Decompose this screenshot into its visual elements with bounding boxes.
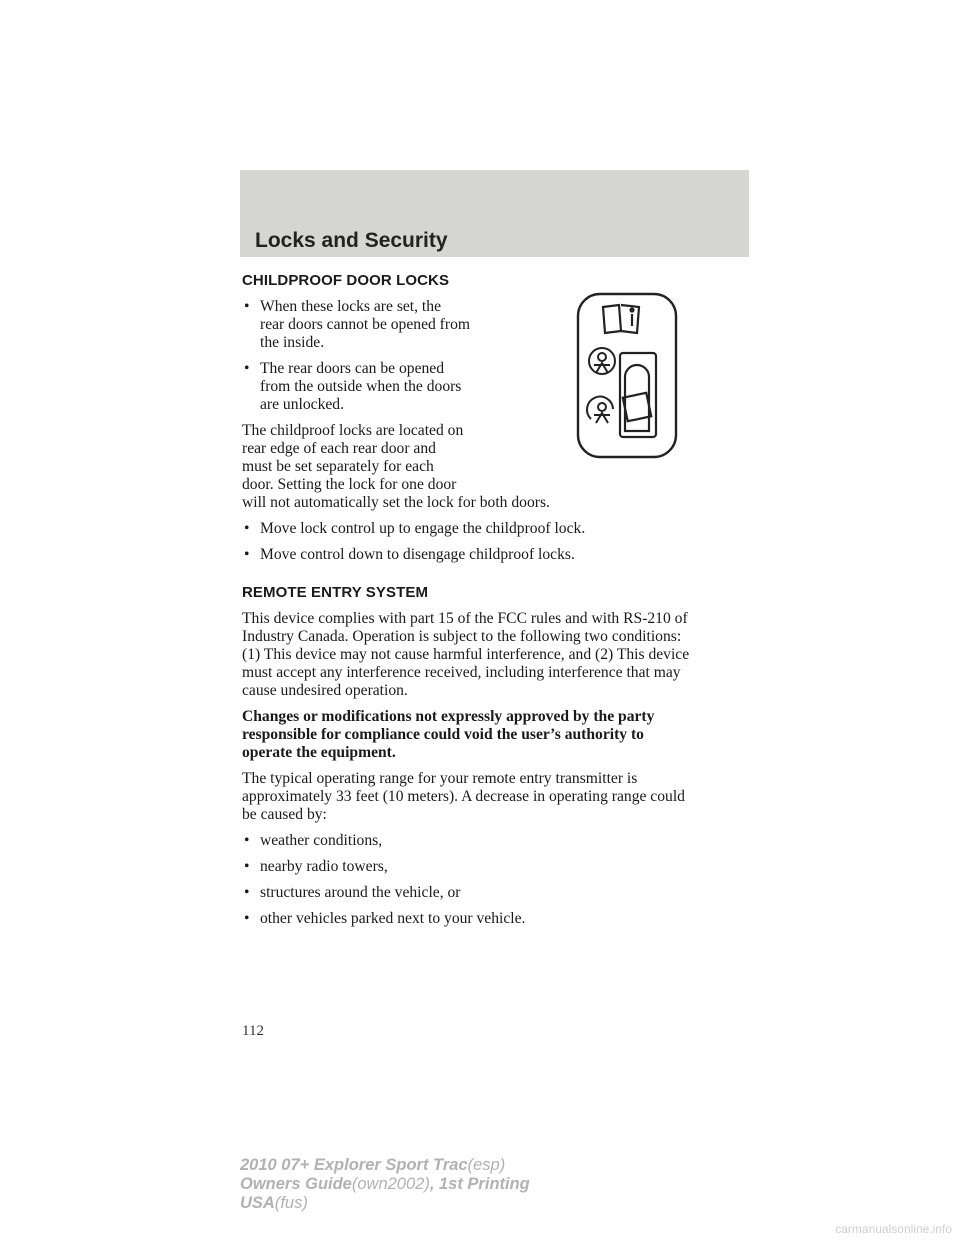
page-number: 112 [242,1023,264,1039]
modification-warning: Changes or modifications not expressly approved by the party responsible for compliance could void the user’s authority to operate the equipment. [242,708,655,761]
childproof-heading: CHILDPROOF DOOR LOCKS [242,272,450,289]
list-item: • weather conditions, [244,832,383,849]
list-item: • other vehicles parked next to your vehicle. [244,910,526,927]
print-footer: 2010 07+ Explorer Sport Trac(esp) Owners Guide(own2002), 1st Printing USA(fus) [240,1156,530,1212]
section-title: Locks and Security [255,229,448,252]
watermark: carmanualsonline.info [835,1222,952,1236]
remote-entry-heading: REMOTE ENTRY SYSTEM [242,584,429,601]
list-item: • structures around the vehicle, or [244,884,461,901]
childproof-location-paragraph: The childproof locks are located on rear edge of each rear door and must be set separately for each door. Setting the lock for one door will not automatically set the lock for both doors. [242,422,550,511]
list-item: • Move lock control up to engage the childproof lock. [244,520,586,537]
childproof-intro [242,298,487,414]
list-item: • When these locks are set, the rear doors cannot be opened from the inside. [244,298,470,351]
fcc-compliance-paragraph: This device complies with part 15 of the FCC rules and with RS-210 of Industry Canada. Operation is subject to the following two conditions: (1) This device may not cause harmful interference, and (2) This device must accept any interference received, including interference that may cause undesired operation. [242,610,690,699]
page-content [242,272,750,928]
list-item: • Move control down to disengage childproof locks. [244,546,575,563]
operating-range-paragraph: The typical operating range for your remote entry transmitter is approximately 33 feet (10 meters). A decrease in operating range could be caused by: [242,770,685,823]
list-item: • nearby radio towers, [244,858,388,875]
list-item: • The rear doors can be opened from the outside when the doors are unlocked. [244,360,462,413]
